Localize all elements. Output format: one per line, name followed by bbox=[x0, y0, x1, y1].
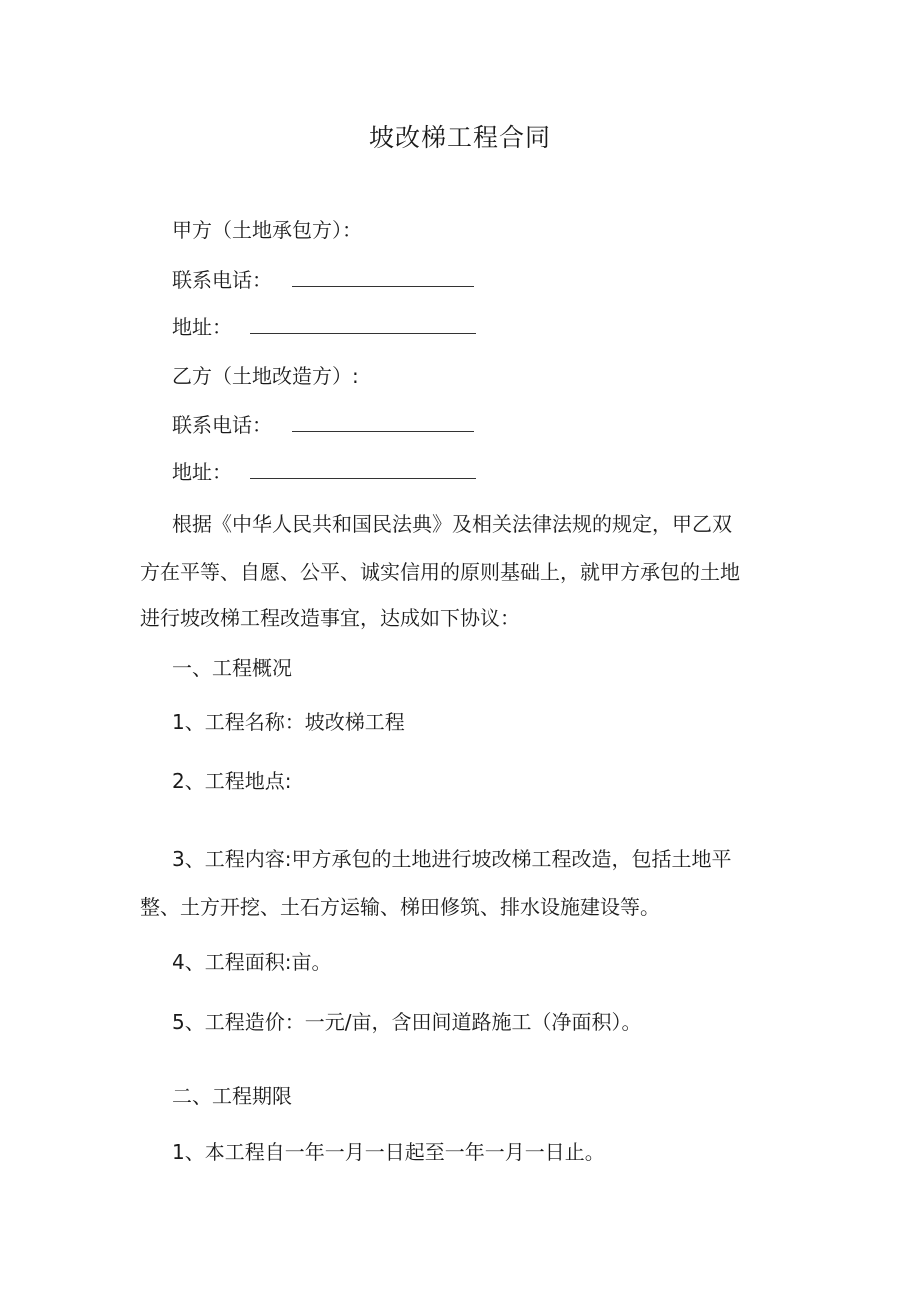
preamble-line: 方在平等、自愿、公平、诚实信用的原则基础上，就甲方承包的土地 bbox=[140, 560, 740, 584]
party-a-phone-label: 联系电话： bbox=[172, 268, 272, 292]
party-b-phone-field[interactable] bbox=[292, 413, 474, 432]
party-b-address-label: 地址： bbox=[172, 460, 232, 484]
section-2-heading: 二、工程期限 bbox=[172, 1084, 292, 1108]
party-b-phone-label: 联系电话： bbox=[172, 413, 272, 437]
preamble-line: 根据《中华人民共和国民法典》及相关法律法规的规定，甲乙双 bbox=[172, 512, 732, 536]
party-b-address-field[interactable] bbox=[250, 460, 476, 479]
party-a-address-row bbox=[172, 313, 476, 341]
section-1-item: 2、工程地点: bbox=[172, 769, 292, 793]
section-1-item: 3、工程内容:甲方承包的土地进行坡改梯工程改造，包括土地平 bbox=[172, 847, 732, 871]
section-1-item: 1、工程名称：坡改梯工程 bbox=[172, 710, 405, 734]
party-a-phone-row bbox=[172, 266, 474, 294]
section-1-heading: 一、工程概况 bbox=[172, 656, 292, 680]
party-a-address-field[interactable] bbox=[250, 315, 476, 334]
section-1-item: 4、工程面积:亩。 bbox=[172, 950, 332, 974]
party-b-phone-row bbox=[172, 411, 474, 439]
section-2-item: 1、本工程自一年一月一日起至一年一月一日止。 bbox=[172, 1140, 605, 1164]
party-b-label: 乙方（土地改造方）: bbox=[172, 364, 359, 388]
section-1-item: 5、工程造价：一元/亩，含田间道路施工（净面积）。 bbox=[172, 1010, 642, 1034]
party-b-address-row bbox=[172, 458, 476, 486]
section-1-item: 整、土方开挖、土石方运输、梯田修筑、排水设施建设等。 bbox=[140, 895, 660, 919]
party-a-phone-field[interactable] bbox=[292, 268, 474, 287]
preamble-line: 进行坡改梯工程改造事宜，达成如下协议： bbox=[140, 606, 520, 630]
party-a-address-label: 地址： bbox=[172, 315, 232, 339]
party-a-label: 甲方（土地承包方）： bbox=[172, 218, 362, 242]
document-title: 坡改梯工程合同 bbox=[368, 123, 551, 152]
